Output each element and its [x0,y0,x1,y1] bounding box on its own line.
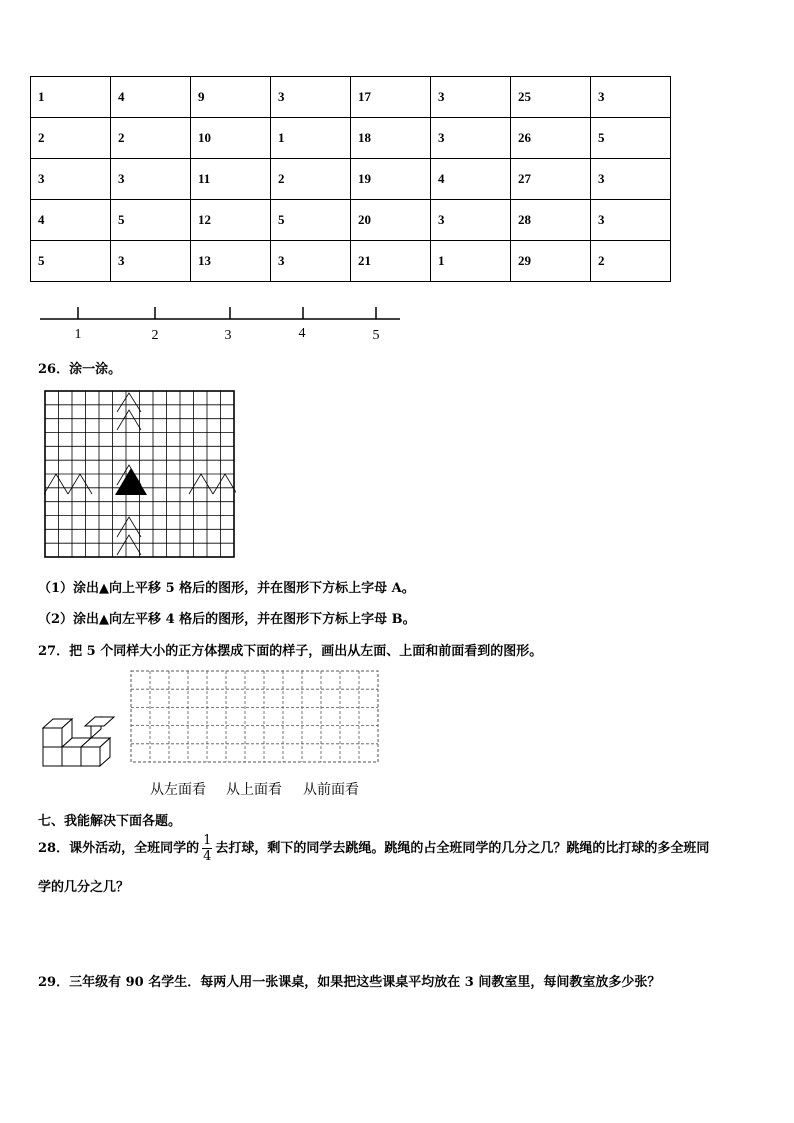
table-row [31,159,671,200]
table-cell: 3 [591,159,671,200]
table-cell: 1 [431,241,511,282]
table-cell: 9 [191,77,271,118]
table-cell: 3 [111,159,191,200]
table-cell: 27 [511,159,591,200]
table-cell: 1 [31,77,111,118]
number-line-label: 2 [151,328,159,343]
table-cell: 5 [271,200,351,241]
table-cell: 2 [591,241,671,282]
fraction-numerator: 1 [203,833,212,848]
number-line-label: 3 [224,328,232,343]
table-cell: 10 [191,118,271,159]
table-cell: 18 [351,118,431,159]
q29-text: 29．三年级有 90 名学生．每两人用一张课桌，如果把这些课桌平均放在 3 间教室里，每间教室放多少张？ [38,975,661,990]
table-cell: 2 [271,159,351,200]
table-row [31,200,671,241]
number-line-label: 5 [372,328,380,343]
table-cell: 4 [31,200,111,241]
table-cell: 17 [351,77,431,118]
table-cell: 3 [591,200,671,241]
table-cell: 3 [271,241,351,282]
q26-sub1: （1）涂出▲向上平移 5 格后的图形，并在图形下方标上字母 A。 [38,581,415,596]
q28-part2: 去打球，剩下的同学去跳绳。跳绳的占全班同学的几分之几？跳绳的比打球的多全班同 [215,841,710,856]
q26-title: 26．涂一涂。 [38,362,122,377]
table-cell: 28 [511,200,591,241]
table-cell: 3 [111,241,191,282]
table-cell: 4 [431,159,511,200]
table-cell: 20 [351,200,431,241]
grid-lines [45,391,234,557]
q26-sub2: （2）涂出▲向左平移 4 格后的图形，并在图形下方标上字母 B。 [38,612,416,627]
caption-top-view: 从上面看 [226,782,282,798]
table-cell: 25 [511,77,591,118]
table-cell: 3 [591,77,671,118]
fraction-one-quarter [202,833,212,864]
table-cell: 3 [431,77,511,118]
table-cell: 4 [111,77,191,118]
caption-left-view: 从左面看 [150,782,206,798]
q28-line2: 学的几分之几？ [38,880,130,895]
table-cell: 5 [31,241,111,282]
q28-line1 [38,833,709,864]
data-table [30,76,671,282]
table-cell: 1 [271,118,351,159]
table-cell: 3 [431,118,511,159]
section7-title: 七、我能解决下面各题。 [38,814,182,829]
caption-front-view: 从前面看 [303,782,359,798]
table-row [31,118,671,159]
number-line [36,302,406,346]
table-cell: 3 [271,77,351,118]
table-cell: 5 [111,200,191,241]
q28-part1: 28．课外活动，全班同学的 [38,841,200,856]
q27-title: 27．把 5 个同样大小的正方体摆成下面的样子，画出从左面、上面和前面看到的图形。 [38,644,543,659]
table-cell: 11 [191,159,271,200]
table-cell: 2 [111,118,191,159]
translation-grid [44,390,236,560]
table-cell: 21 [351,241,431,282]
table-cell: 2 [31,118,111,159]
table-cell: 5 [591,118,671,159]
table-cell: 3 [31,159,111,200]
table-cell: 19 [351,159,431,200]
table-row [31,241,671,282]
table-cell: 13 [191,241,271,282]
number-line-label: 4 [298,326,306,341]
table-cell: 26 [511,118,591,159]
table-cell: 12 [191,200,271,241]
table-cell: 29 [511,241,591,282]
number-line-label: 1 [74,327,82,342]
cube-stack-figure [40,712,116,772]
fraction-denominator: 4 [203,849,212,864]
table-row [31,77,671,118]
dashed-drawing-grid [130,670,382,766]
black-triangle-shape [115,468,147,495]
table-cell: 3 [431,200,511,241]
